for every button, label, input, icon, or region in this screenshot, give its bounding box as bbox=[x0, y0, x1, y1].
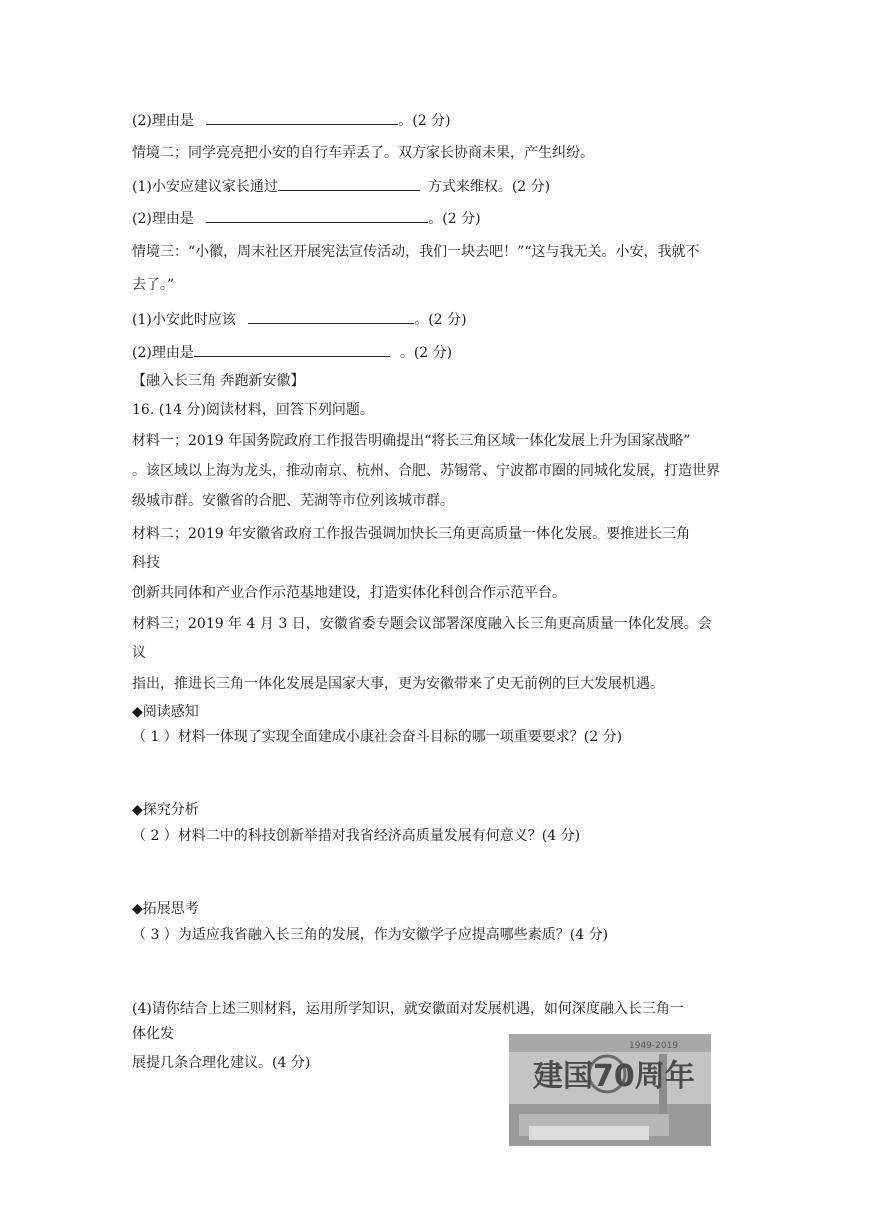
sub-question-4-line-3: 展提几条合理化建议。(4 分) bbox=[132, 1055, 311, 1071]
material-2-line-1: 材料二；2019 年安徽省政府工作报告强调加快长三角更高质量一体化发展。要推进长三角 bbox=[132, 526, 691, 542]
scenario-3-line-1: 情境三：“小徽，周末社区开展宪法宣传活动，我们一块去吧！”“这与我无关。小安，我就不 bbox=[132, 244, 700, 260]
anniversary-photo bbox=[509, 1034, 711, 1146]
question-16: 16. (14 分)阅读材料，回答下列问题。 bbox=[132, 402, 374, 418]
material-3-line-1: 材料三；2019 年 4 月 3 日，安徽省委专题会议部署深度融入长三角更高质量一体化发展。会 bbox=[132, 616, 712, 632]
question-prefix: (2)理由是 bbox=[132, 345, 194, 361]
section-title: 【融入长三角 奔跑新安徽】 bbox=[132, 373, 305, 389]
material-2-line-3: 创新共同体和产业合作示范基地建设，打造实体化科创合作示范平台。 bbox=[132, 585, 566, 601]
question-prefix: (1)小安此时应该 bbox=[132, 312, 236, 328]
question-suffix: 。(2 分) bbox=[399, 345, 453, 361]
reason-line-2 bbox=[132, 208, 481, 229]
suggest-line bbox=[132, 176, 550, 197]
reason-line-1 bbox=[132, 110, 451, 131]
scenario-3-line-2: 去了。” bbox=[132, 277, 175, 293]
sub-question-4-line-1: (4)请你结合上述三则材料，运用所学知识，就安徽面对发展机遇，如何深度融入长三角一 bbox=[132, 1001, 684, 1017]
material-1-line-3: 级城市群。安徽省的合肥、芜湖等市位列该城市群。 bbox=[132, 493, 454, 509]
answer-blank[interactable] bbox=[248, 309, 414, 324]
material-2-line-2: 科技 bbox=[132, 555, 160, 571]
question-suffix: 。(2 分) bbox=[428, 211, 481, 227]
question-suffix: 。(2 分) bbox=[398, 113, 451, 129]
anniversary-graphic bbox=[509, 1034, 711, 1146]
sub-question-4-line-2: 体化发 bbox=[132, 1026, 174, 1042]
answer-blank[interactable] bbox=[206, 110, 398, 125]
question-suffix: 。(2 分) bbox=[414, 312, 467, 328]
question-prefix: (1)小安应建议家长通过 bbox=[132, 179, 278, 195]
should-line bbox=[132, 309, 467, 330]
sub-question-2: （ 2 ）材料二中的科技创新举措对我省经济高质量发展有何意义？(4 分) bbox=[132, 828, 581, 844]
heading-reading: ◆阅读感知 bbox=[132, 704, 199, 720]
material-3-line-2: 议 bbox=[132, 645, 146, 661]
answer-blank[interactable] bbox=[278, 176, 420, 191]
reason-line-3 bbox=[132, 342, 452, 363]
answer-blank[interactable] bbox=[206, 208, 428, 223]
sub-question-3: （ 3 ）为适应我省融入长三角的发展，作为安徽学子应提高哪些素质？(4 分) bbox=[132, 927, 609, 943]
question-suffix: 方式来维权。(2 分) bbox=[427, 179, 551, 195]
photo-caption: 建国70周年 bbox=[533, 1059, 695, 1094]
heading-analysis: ◆探究分析 bbox=[132, 802, 199, 818]
scenario-2: 情境二；同学亮亮把小安的自行车弄丢了。双方家长协商未果，产生纠纷。 bbox=[132, 145, 594, 161]
photo-years: 1949-2019 bbox=[629, 1041, 679, 1051]
question-prefix: (2)理由是 bbox=[132, 211, 194, 227]
question-prefix: (2)理由是 bbox=[132, 113, 194, 129]
material-1-line-2: 。该区域以上海为龙头，推动南京、杭州、合肥、苏锡常、宁波都市圈的同城化发展，打造世界 bbox=[132, 463, 720, 479]
sub-question-1: （ 1 ）材料一体现了实现全面建成小康社会奋斗目标的哪一项重要要求？(2 分) bbox=[132, 729, 623, 745]
material-3-line-3: 指出，推进长三角一体化发展是国家大事，更为安徽带来了史无前例的巨大发展机遇。 bbox=[132, 676, 664, 692]
answer-blank[interactable] bbox=[194, 342, 390, 357]
heading-extension: ◆拓展思考 bbox=[132, 901, 199, 917]
material-1-line-1: 材料一；2019 年国务院政府工作报告明确提出“将长三角区域一体化发展上升为国家战略” bbox=[132, 433, 691, 449]
